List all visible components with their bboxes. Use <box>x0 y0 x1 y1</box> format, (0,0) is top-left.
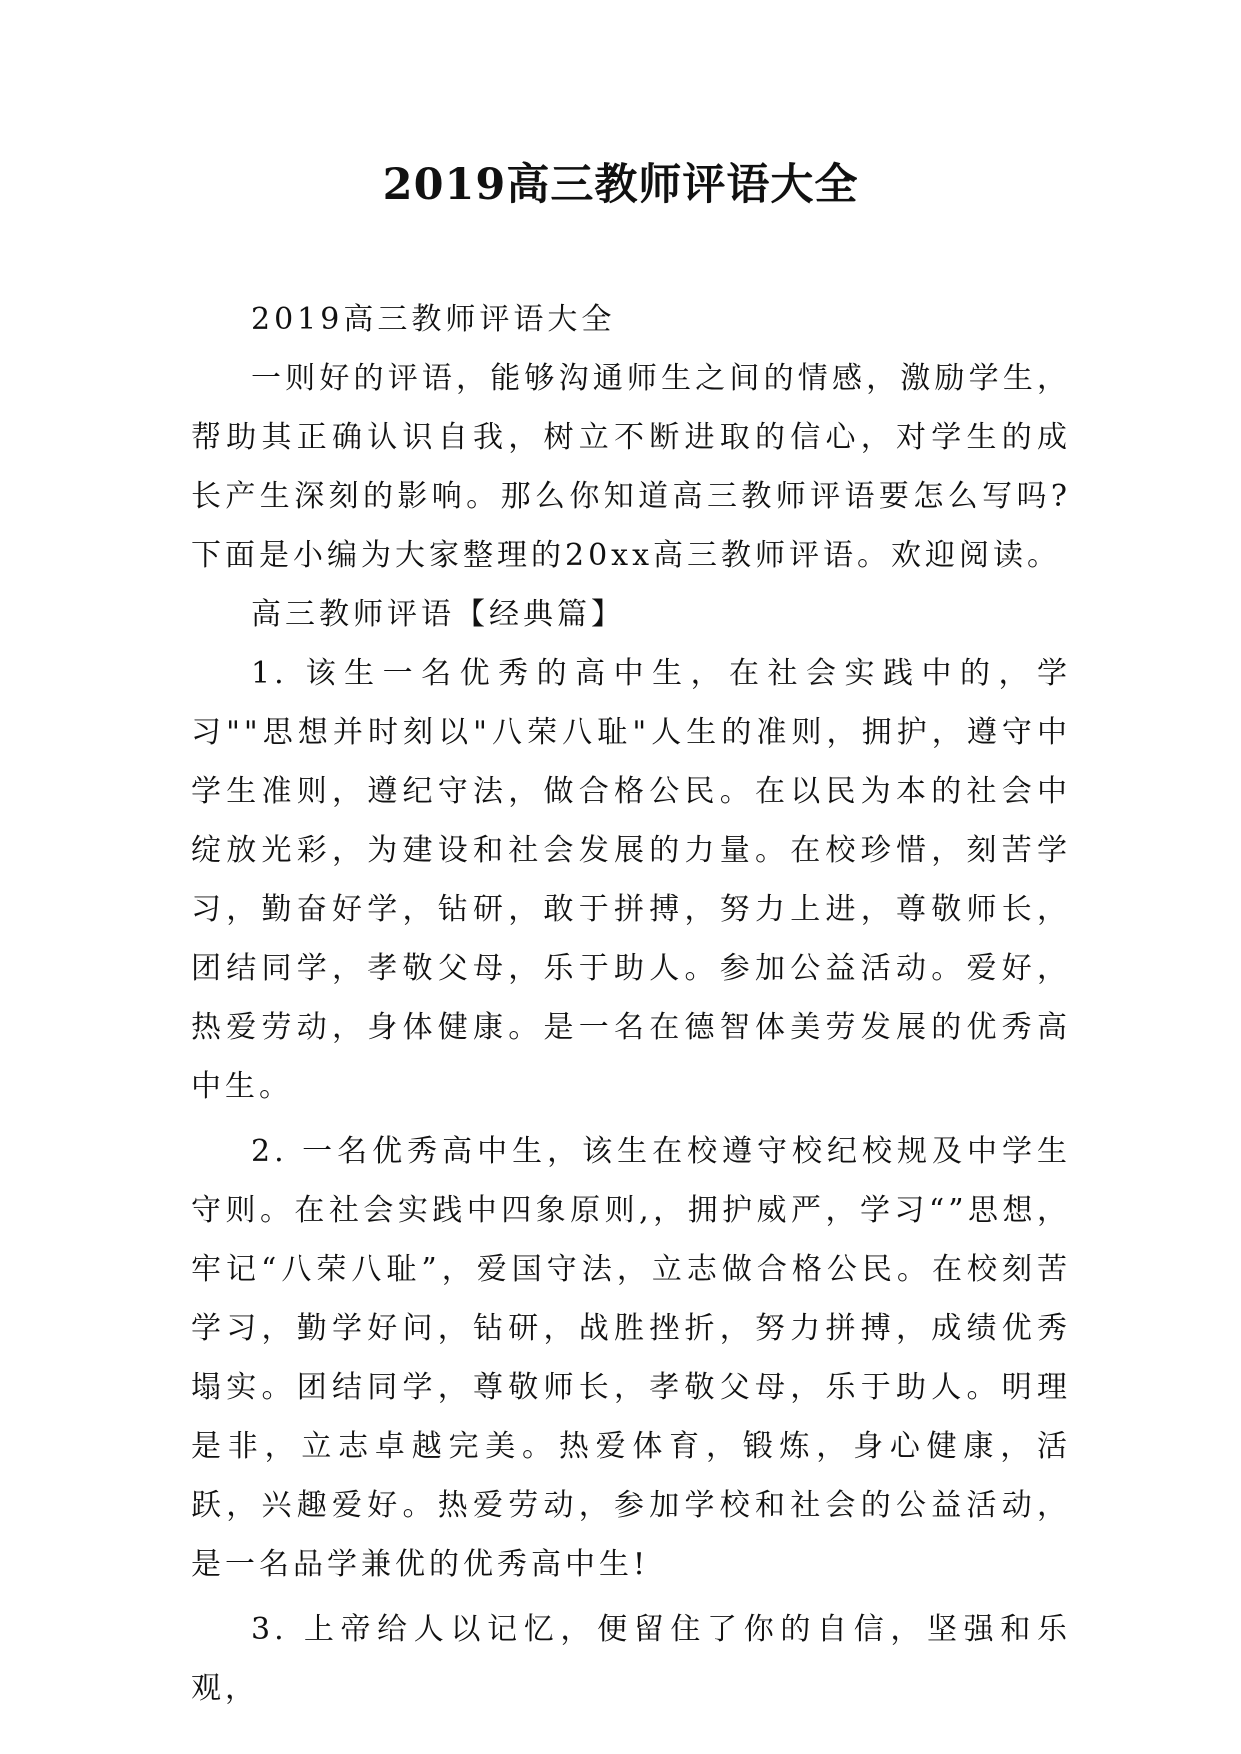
document-title: 2019高三教师评语大全 <box>382 160 859 210</box>
paragraph-subtitle: 2019高三教师评语大全 <box>251 302 616 337</box>
paragraph-comment-1: 1. 该生一名优秀的高中生，在社会实践中的，学习""思想并时刻以"八荣八耻"人生的准则，拥护，遵守中学生准则，遵纪守法，做合格公民。在以民为本的社会中绽放光彩，为建设和社会发展的力量。在校珍惜，刻苦学习，勤奋好学，钻研，敢于拼搏，努力上进，尊敬师长，团结同学，孝敬父母，乐于助人。参加公益活动。爱好，热爱劳动，身体健康。是一名在德智体美劳发展的优秀高中生。 <box>191 656 1071 1104</box>
paragraph-comment-2: 2. 一名优秀高中生，该生在校遵守校纪校规及中学生守则。在社会实践中四象原则,，拥护威严，学习“”思想，牢记“八荣八耻”，爱国守法，立志做合格公民。在校刻苦学习，勤学好问，钻研，战胜挫折，努力拼搏，成绩优秀塌实。团结同学，尊敬师长，孝敬父母，乐于助人。明理是非，立志卓越完美。热爱体育，锻炼，身心健康，活跃，兴趣爱好。热爱劳动，参加学校和社会的公益活动，是一名品学兼优的优秀高中生! <box>191 1134 1071 1582</box>
paragraph-intro: 一则好的评语，能够沟通师生之间的情感，激励学生，帮助其正确认识自我，树立不断进取的信心，对学生的成长产生深刻的影响。那么你知道高三教师评语要怎么写吗?下面是小编为大家整理的20xx高三教师评语。欢迎阅读。 <box>191 361 1071 573</box>
document-body <box>191 290 1071 1718</box>
paragraph-section-heading: 高三教师评语【经典篇】 <box>251 597 625 632</box>
paragraph-comment-3: 3. 上帝给人以记忆，便留住了你的自信，坚强和乐观， <box>191 1612 1071 1706</box>
